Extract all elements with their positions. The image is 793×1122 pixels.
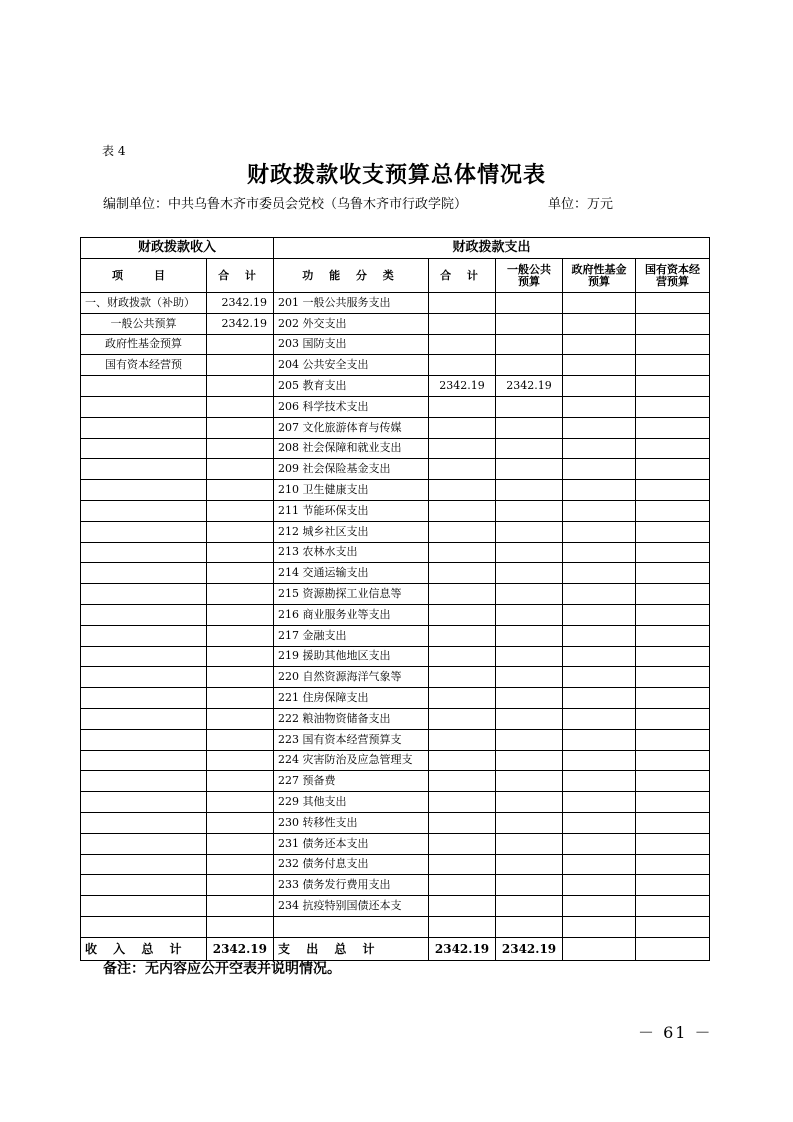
table-label: 表 4 xyxy=(102,144,126,158)
table-row xyxy=(81,771,710,792)
row-func-class: 221 住房保障支出 xyxy=(274,688,429,709)
row-gov-fund-budget xyxy=(563,771,636,792)
row-general-budget xyxy=(496,438,563,459)
row-item xyxy=(81,792,207,813)
row-general-budget xyxy=(496,563,563,584)
row-func-class: 220 自然资源海洋气象等 xyxy=(274,667,429,688)
row-income-amount: 2342.19 xyxy=(207,293,274,314)
row-income-amount xyxy=(207,563,274,584)
row-item xyxy=(81,854,207,875)
row-income-amount xyxy=(207,812,274,833)
col-income-total: 合 计 xyxy=(207,259,274,293)
row-gov-fund-budget xyxy=(563,417,636,438)
row-income-amount xyxy=(207,334,274,355)
row-general-budget xyxy=(496,688,563,709)
row-state-capital-budget xyxy=(636,480,710,501)
expense-group-header: 财政拨款支出 xyxy=(274,238,710,259)
row-item: 一般公共预算 xyxy=(81,313,207,334)
table-row xyxy=(81,376,710,397)
row-general-budget xyxy=(496,729,563,750)
row-item: 国有资本经营预 xyxy=(81,355,207,376)
col-general-budget: 一般公共预算 xyxy=(496,259,563,293)
row-expense-total xyxy=(429,729,496,750)
row-item xyxy=(81,417,207,438)
row-func-class: 233 债务发行费用支出 xyxy=(274,875,429,896)
row-gov-fund-budget xyxy=(563,396,636,417)
row-income-amount xyxy=(207,916,274,937)
expense-total-label: 支 出 总 计 xyxy=(274,937,429,960)
row-general-budget xyxy=(496,293,563,314)
row-item xyxy=(81,812,207,833)
row-expense-total xyxy=(429,417,496,438)
col-state-capital-budget: 国有资本经营预算 xyxy=(636,259,710,293)
row-expense-total xyxy=(429,438,496,459)
row-gov-fund-budget xyxy=(563,896,636,917)
table-row xyxy=(81,854,710,875)
row-func-class: 201 一般公共服务支出 xyxy=(274,293,429,314)
row-state-capital-budget xyxy=(636,833,710,854)
row-gov-fund-budget xyxy=(563,438,636,459)
row-func-class: 234 抗疫特别国债还本支 xyxy=(274,896,429,917)
row-income-amount xyxy=(207,417,274,438)
row-func-class: 212 城乡社区支出 xyxy=(274,521,429,542)
row-state-capital-budget xyxy=(636,604,710,625)
row-general-budget xyxy=(496,916,563,937)
row-expense-total xyxy=(429,792,496,813)
row-state-capital-budget xyxy=(636,293,710,314)
row-item xyxy=(81,708,207,729)
row-income-amount xyxy=(207,833,274,854)
income-group-header: 财政拨款收入 xyxy=(81,238,274,259)
row-income-amount xyxy=(207,355,274,376)
row-expense-total xyxy=(429,625,496,646)
row-func-class: 230 转移性支出 xyxy=(274,812,429,833)
row-func-class: 203 国防支出 xyxy=(274,334,429,355)
row-item xyxy=(81,563,207,584)
table-row xyxy=(81,833,710,854)
row-state-capital-budget xyxy=(636,646,710,667)
row-income-amount xyxy=(207,438,274,459)
table-row xyxy=(81,417,710,438)
col-func-class: 功 能 分 类 xyxy=(274,259,429,293)
remark-note: 备注：无内容应公开空表并说明情况。 xyxy=(103,961,341,977)
row-func-class: 232 债务付息支出 xyxy=(274,854,429,875)
table-row xyxy=(81,729,710,750)
row-state-capital-budget xyxy=(636,812,710,833)
row-item xyxy=(81,521,207,542)
row-gov-fund-budget xyxy=(563,604,636,625)
table-row xyxy=(81,708,710,729)
row-expense-total xyxy=(429,854,496,875)
table-row xyxy=(81,500,710,521)
row-general-budget xyxy=(496,542,563,563)
row-income-amount xyxy=(207,584,274,605)
row-general-budget xyxy=(496,417,563,438)
row-item xyxy=(81,750,207,771)
row-item xyxy=(81,833,207,854)
row-general-budget xyxy=(496,355,563,376)
expense-general-amount: 2342.19 xyxy=(496,937,563,960)
row-item xyxy=(81,688,207,709)
col-expense-total: 合 计 xyxy=(429,259,496,293)
row-expense-total xyxy=(429,916,496,937)
expense-gov-fund-amount xyxy=(563,937,636,960)
row-item xyxy=(81,916,207,937)
row-item: 一、财政拨款（补助） xyxy=(81,293,207,314)
row-income-amount xyxy=(207,604,274,625)
row-func-class xyxy=(274,916,429,937)
row-state-capital-budget xyxy=(636,771,710,792)
row-general-budget xyxy=(496,500,563,521)
row-func-class: 224 灾害防治及应急管理支 xyxy=(274,750,429,771)
row-general-budget xyxy=(496,521,563,542)
row-gov-fund-budget xyxy=(563,729,636,750)
row-expense-total xyxy=(429,355,496,376)
row-expense-total xyxy=(429,812,496,833)
table-row xyxy=(81,896,710,917)
row-expense-total xyxy=(429,293,496,314)
row-func-class: 231 债务还本支出 xyxy=(274,833,429,854)
row-income-amount xyxy=(207,750,274,771)
row-state-capital-budget xyxy=(636,542,710,563)
row-income-amount xyxy=(207,542,274,563)
page-title: 财政拨款收支预算总体情况表 xyxy=(246,162,546,188)
row-gov-fund-budget xyxy=(563,293,636,314)
col-gov-fund-budget: 政府性基金预算 xyxy=(563,259,636,293)
table-row xyxy=(81,688,710,709)
row-expense-total xyxy=(429,542,496,563)
row-state-capital-budget xyxy=(636,334,710,355)
row-expense-total xyxy=(429,500,496,521)
row-state-capital-budget xyxy=(636,708,710,729)
row-state-capital-budget xyxy=(636,854,710,875)
row-general-budget xyxy=(496,396,563,417)
table-row xyxy=(81,293,710,314)
table-row xyxy=(81,604,710,625)
row-gov-fund-budget xyxy=(563,500,636,521)
row-expense-total xyxy=(429,708,496,729)
row-state-capital-budget xyxy=(636,916,710,937)
table-group-header xyxy=(81,238,710,259)
row-func-class: 211 节能环保支出 xyxy=(274,500,429,521)
row-item xyxy=(81,376,207,397)
row-income-amount xyxy=(207,625,274,646)
row-func-class: 205 教育支出 xyxy=(274,376,429,397)
row-func-class: 207 文化旅游体育与传媒 xyxy=(274,417,429,438)
row-state-capital-budget xyxy=(636,875,710,896)
table-row xyxy=(81,646,710,667)
table-row xyxy=(81,542,710,563)
row-expense-total xyxy=(429,667,496,688)
row-state-capital-budget xyxy=(636,459,710,480)
expense-state-capital-amount xyxy=(636,937,710,960)
organization-label: 编制单位：中共乌鲁木齐市委员会党校（乌鲁木齐市行政学院） xyxy=(103,197,468,212)
row-expense-total xyxy=(429,563,496,584)
unit-label: 单位：万元 xyxy=(548,197,614,212)
row-expense-total xyxy=(429,833,496,854)
table-row xyxy=(81,812,710,833)
row-general-budget xyxy=(496,667,563,688)
row-gov-fund-budget xyxy=(563,708,636,729)
row-income-amount xyxy=(207,646,274,667)
row-expense-total xyxy=(429,334,496,355)
row-income-amount xyxy=(207,792,274,813)
table-row xyxy=(81,750,710,771)
row-general-budget: 2342.19 xyxy=(496,376,563,397)
row-func-class: 204 公共安全支出 xyxy=(274,355,429,376)
table-column-header xyxy=(81,259,710,293)
page-number: － 61 － xyxy=(638,1023,713,1042)
row-gov-fund-budget xyxy=(563,812,636,833)
table-row xyxy=(81,667,710,688)
row-func-class: 217 金融支出 xyxy=(274,625,429,646)
row-item: 政府性基金预算 xyxy=(81,334,207,355)
budget-table xyxy=(80,237,710,961)
row-item xyxy=(81,500,207,521)
row-general-budget xyxy=(496,708,563,729)
row-gov-fund-budget xyxy=(563,313,636,334)
table-row xyxy=(81,334,710,355)
row-gov-fund-budget xyxy=(563,563,636,584)
row-gov-fund-budget xyxy=(563,584,636,605)
row-state-capital-budget xyxy=(636,417,710,438)
row-gov-fund-budget xyxy=(563,521,636,542)
row-expense-total xyxy=(429,604,496,625)
row-state-capital-budget xyxy=(636,521,710,542)
row-income-amount xyxy=(207,500,274,521)
row-income-amount xyxy=(207,708,274,729)
row-gov-fund-budget xyxy=(563,916,636,937)
row-expense-total xyxy=(429,480,496,501)
row-general-budget xyxy=(496,313,563,334)
row-gov-fund-budget xyxy=(563,376,636,397)
row-income-amount xyxy=(207,771,274,792)
row-general-budget xyxy=(496,584,563,605)
row-gov-fund-budget xyxy=(563,542,636,563)
row-state-capital-budget xyxy=(636,500,710,521)
row-general-budget xyxy=(496,833,563,854)
row-func-class: 222 粮油物资储备支出 xyxy=(274,708,429,729)
row-item xyxy=(81,459,207,480)
table-row xyxy=(81,438,710,459)
row-general-budget xyxy=(496,750,563,771)
row-state-capital-budget xyxy=(636,438,710,459)
row-general-budget xyxy=(496,771,563,792)
table-row xyxy=(81,563,710,584)
row-item xyxy=(81,625,207,646)
row-func-class: 208 社会保障和就业支出 xyxy=(274,438,429,459)
row-general-budget xyxy=(496,459,563,480)
row-expense-total xyxy=(429,459,496,480)
row-state-capital-budget xyxy=(636,313,710,334)
row-item xyxy=(81,542,207,563)
row-func-class: 202 外交支出 xyxy=(274,313,429,334)
row-state-capital-budget xyxy=(636,792,710,813)
row-expense-total xyxy=(429,875,496,896)
row-gov-fund-budget xyxy=(563,355,636,376)
row-item xyxy=(81,604,207,625)
row-gov-fund-budget xyxy=(563,875,636,896)
row-gov-fund-budget xyxy=(563,334,636,355)
table-row xyxy=(81,875,710,896)
row-expense-total xyxy=(429,313,496,334)
row-gov-fund-budget xyxy=(563,667,636,688)
row-func-class: 206 科学技术支出 xyxy=(274,396,429,417)
row-state-capital-budget xyxy=(636,688,710,709)
row-item xyxy=(81,480,207,501)
row-general-budget xyxy=(496,875,563,896)
row-general-budget xyxy=(496,646,563,667)
row-general-budget xyxy=(496,854,563,875)
row-expense-total xyxy=(429,896,496,917)
row-func-class: 214 交通运输支出 xyxy=(274,563,429,584)
row-expense-total xyxy=(429,771,496,792)
row-expense-total xyxy=(429,750,496,771)
row-item xyxy=(81,771,207,792)
row-item xyxy=(81,667,207,688)
table-row xyxy=(81,396,710,417)
row-state-capital-budget xyxy=(636,625,710,646)
col-item: 项 目 xyxy=(81,259,207,293)
table-row xyxy=(81,584,710,605)
row-gov-fund-budget xyxy=(563,854,636,875)
row-item xyxy=(81,875,207,896)
row-gov-fund-budget xyxy=(563,459,636,480)
row-expense-total: 2342.19 xyxy=(429,376,496,397)
row-expense-total xyxy=(429,521,496,542)
row-general-budget xyxy=(496,625,563,646)
income-total-amount: 2342.19 xyxy=(207,937,274,960)
table-row xyxy=(81,916,710,937)
row-income-amount: 2342.19 xyxy=(207,313,274,334)
row-state-capital-budget xyxy=(636,563,710,584)
row-expense-total xyxy=(429,584,496,605)
table-row xyxy=(81,792,710,813)
row-item xyxy=(81,584,207,605)
row-state-capital-budget xyxy=(636,729,710,750)
row-general-budget xyxy=(496,792,563,813)
row-func-class: 223 国有资本经营预算支 xyxy=(274,729,429,750)
row-income-amount xyxy=(207,854,274,875)
row-func-class: 210 卫生健康支出 xyxy=(274,480,429,501)
row-func-class: 219 援助其他地区支出 xyxy=(274,646,429,667)
row-income-amount xyxy=(207,729,274,750)
row-func-class: 209 社会保险基金支出 xyxy=(274,459,429,480)
row-income-amount xyxy=(207,396,274,417)
table-row xyxy=(81,521,710,542)
totals-row xyxy=(81,937,710,960)
row-state-capital-budget xyxy=(636,750,710,771)
table-row xyxy=(81,480,710,501)
row-gov-fund-budget xyxy=(563,625,636,646)
row-general-budget xyxy=(496,480,563,501)
row-state-capital-budget xyxy=(636,584,710,605)
row-func-class: 216 商业服务业等支出 xyxy=(274,604,429,625)
income-total-label: 收 入 总 计 xyxy=(81,937,207,960)
row-state-capital-budget xyxy=(636,376,710,397)
row-income-amount xyxy=(207,521,274,542)
row-gov-fund-budget xyxy=(563,646,636,667)
expense-total-amount: 2342.19 xyxy=(429,937,496,960)
row-func-class: 229 其他支出 xyxy=(274,792,429,813)
row-general-budget xyxy=(496,334,563,355)
row-func-class: 215 资源勘探工业信息等 xyxy=(274,584,429,605)
row-state-capital-budget xyxy=(636,667,710,688)
row-expense-total xyxy=(429,688,496,709)
row-income-amount xyxy=(207,688,274,709)
table-row xyxy=(81,313,710,334)
row-item xyxy=(81,896,207,917)
row-func-class: 227 预备费 xyxy=(274,771,429,792)
row-income-amount xyxy=(207,459,274,480)
table-row xyxy=(81,355,710,376)
row-expense-total xyxy=(429,646,496,667)
row-item xyxy=(81,438,207,459)
row-income-amount xyxy=(207,896,274,917)
row-state-capital-budget xyxy=(636,355,710,376)
row-general-budget xyxy=(496,812,563,833)
table-row xyxy=(81,459,710,480)
row-general-budget xyxy=(496,896,563,917)
row-gov-fund-budget xyxy=(563,833,636,854)
row-func-class: 213 农林水支出 xyxy=(274,542,429,563)
row-gov-fund-budget xyxy=(563,792,636,813)
row-item xyxy=(81,646,207,667)
row-item xyxy=(81,396,207,417)
row-gov-fund-budget xyxy=(563,688,636,709)
row-state-capital-budget xyxy=(636,396,710,417)
row-gov-fund-budget xyxy=(563,750,636,771)
row-income-amount xyxy=(207,667,274,688)
row-state-capital-budget xyxy=(636,896,710,917)
row-item xyxy=(81,729,207,750)
row-income-amount xyxy=(207,875,274,896)
row-income-amount xyxy=(207,480,274,501)
table-row xyxy=(81,625,710,646)
row-income-amount xyxy=(207,376,274,397)
row-expense-total xyxy=(429,396,496,417)
row-general-budget xyxy=(496,604,563,625)
row-gov-fund-budget xyxy=(563,480,636,501)
